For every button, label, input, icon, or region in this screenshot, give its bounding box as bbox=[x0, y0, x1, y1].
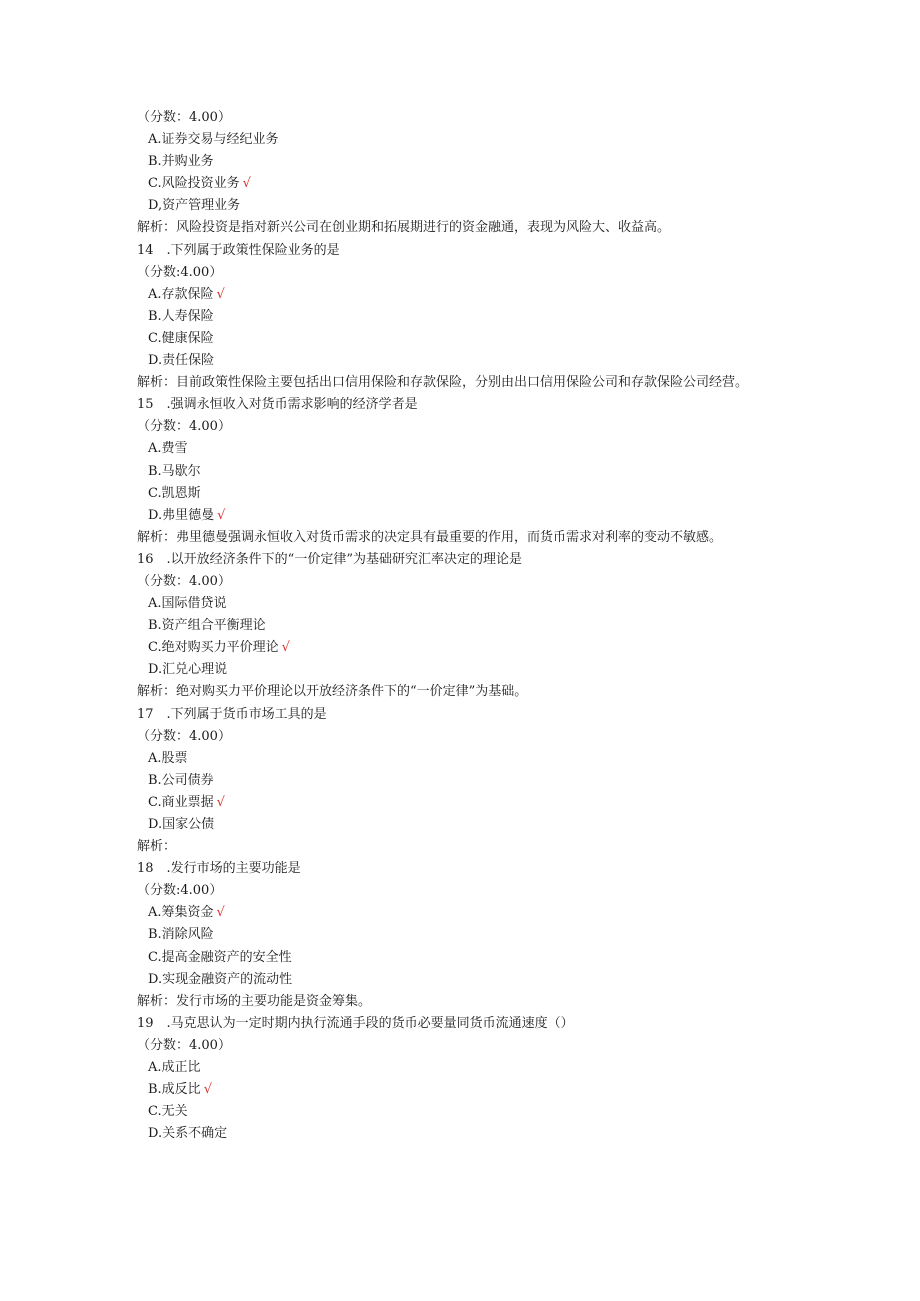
score-line: （分数:4.00） bbox=[137, 264, 223, 280]
option-d bbox=[137, 505, 777, 527]
option-text: D.弗里德曼 bbox=[148, 507, 215, 523]
option-text: B.资产组合平衡理论 bbox=[148, 618, 266, 634]
option-text: A.费雪 bbox=[148, 441, 188, 457]
question-stem: 14 .下列属于政策性保险业务的是 bbox=[137, 242, 340, 258]
option-c bbox=[137, 637, 777, 659]
option-text: A.筹集资金 bbox=[148, 905, 214, 921]
option-a bbox=[137, 438, 777, 460]
option-text: C.凯恩斯 bbox=[148, 485, 201, 501]
question-stem: 15 .强调永恒收入对货币需求影响的经济学者是 bbox=[137, 397, 418, 413]
option-text: D.汇兑心理说 bbox=[148, 662, 228, 678]
score-line: （分数：4.00） bbox=[137, 110, 231, 125]
option-d bbox=[137, 659, 777, 681]
option-text: B.成反比 bbox=[148, 1082, 201, 1098]
option-d bbox=[137, 814, 777, 836]
analysis-line: 解析：目前政策性保险主要包括出口信用保险和存款保险，分别由出口信用保险公司和存款保险公司经营。 bbox=[137, 375, 749, 391]
option-b bbox=[137, 615, 777, 637]
option-c bbox=[137, 792, 777, 814]
question-17 bbox=[137, 704, 777, 859]
question-stem: 19 .马克思认为一定时期内执行流通手段的货币必要量同货币流通速度（） bbox=[137, 1015, 574, 1031]
option-b bbox=[137, 1079, 777, 1101]
analysis-line: 解析： bbox=[137, 839, 177, 855]
option-text: A.成正比 bbox=[148, 1060, 201, 1076]
option-d bbox=[137, 195, 777, 217]
question-stem: 18 .发行市场的主要功能是 bbox=[137, 861, 301, 877]
option-text: B.消除风险 bbox=[148, 927, 214, 943]
score-line: （分数：4.00） bbox=[137, 573, 231, 589]
option-b bbox=[137, 770, 777, 792]
option-text: B.公司债券 bbox=[148, 772, 214, 788]
option-text: A.股票 bbox=[148, 750, 188, 766]
analysis-line: 解析：风险投资是指对新兴公司在创业期和拓展期进行的资金融通，表现为风险大、收益高。 bbox=[137, 220, 671, 236]
question-13-tail bbox=[137, 107, 777, 240]
option-text: C.提高金融资产的安全性 bbox=[148, 949, 292, 965]
score-line: （分数：4.00） bbox=[137, 1037, 231, 1053]
correct-check-icon: √ bbox=[203, 1082, 212, 1098]
option-c bbox=[137, 947, 777, 969]
option-text: C.绝对购买力平价理论 bbox=[148, 640, 279, 656]
option-d bbox=[137, 350, 777, 372]
option-c bbox=[137, 328, 777, 350]
option-b bbox=[137, 151, 777, 173]
score-line: （分数:4.00） bbox=[137, 883, 223, 899]
question-18 bbox=[137, 858, 777, 1013]
option-text: B.并购业务 bbox=[148, 154, 214, 170]
option-b bbox=[137, 306, 777, 328]
option-a bbox=[137, 902, 777, 924]
option-d bbox=[137, 969, 777, 991]
question-list bbox=[137, 107, 777, 1145]
option-d bbox=[137, 1123, 777, 1145]
option-b bbox=[137, 461, 777, 483]
option-text: C.无关 bbox=[148, 1104, 188, 1120]
option-c bbox=[137, 483, 777, 505]
option-text: C.商业票据 bbox=[148, 794, 214, 810]
analysis-line: 解析：发行市场的主要功能是资金筹集。 bbox=[137, 993, 372, 1009]
option-text: D.国家公债 bbox=[148, 817, 215, 832]
option-a bbox=[137, 593, 777, 615]
option-text: B.人寿保险 bbox=[148, 308, 214, 324]
option-c bbox=[137, 173, 777, 195]
option-text: B.马歇尔 bbox=[148, 463, 201, 479]
option-text: D,资产管理业务 bbox=[148, 198, 241, 214]
correct-check-icon: √ bbox=[242, 176, 251, 192]
option-text: A.国际借贷说 bbox=[148, 596, 227, 612]
option-text: D.实现金融资产的流动性 bbox=[148, 971, 293, 987]
correct-check-icon: √ bbox=[216, 286, 225, 302]
question-16 bbox=[137, 549, 777, 704]
correct-check-icon: √ bbox=[216, 794, 225, 810]
option-text: D.责任保险 bbox=[148, 353, 215, 369]
option-c bbox=[137, 1101, 777, 1123]
analysis-line: 解析：弗里德曼强调永恒收入对货币需求的决定具有最重要的作用，而货币需求对利率的变动不敏感。 bbox=[137, 529, 723, 545]
option-text: A.证券交易与经纪业务 bbox=[148, 132, 279, 148]
option-a bbox=[137, 284, 777, 306]
analysis-line: 解析：绝对购买力平价理论以开放经济条件下的“一价定律”为基础。 bbox=[137, 684, 528, 700]
option-a bbox=[137, 129, 777, 151]
question-14 bbox=[137, 240, 777, 395]
option-text: C.风险投资业务 bbox=[148, 176, 240, 192]
option-text: D.关系不确定 bbox=[148, 1126, 228, 1142]
option-a bbox=[137, 1057, 777, 1079]
score-line: （分数：4.00） bbox=[137, 419, 231, 435]
option-text: A.存款保险 bbox=[148, 286, 214, 302]
question-15 bbox=[137, 394, 777, 549]
question-stem: 16 .以开放经济条件下的“一价定律”为基础研究汇率决定的理论是 bbox=[137, 551, 522, 567]
question-19 bbox=[137, 1013, 777, 1146]
correct-check-icon: √ bbox=[216, 905, 225, 921]
correct-check-icon: √ bbox=[281, 640, 290, 656]
question-stem: 17 .下列属于货币市场工具的是 bbox=[137, 706, 327, 722]
score-line: （分数：4.00） bbox=[137, 728, 231, 744]
option-text: C.健康保险 bbox=[148, 330, 214, 346]
option-b bbox=[137, 924, 777, 946]
correct-check-icon: √ bbox=[217, 507, 226, 523]
option-a bbox=[137, 748, 777, 770]
